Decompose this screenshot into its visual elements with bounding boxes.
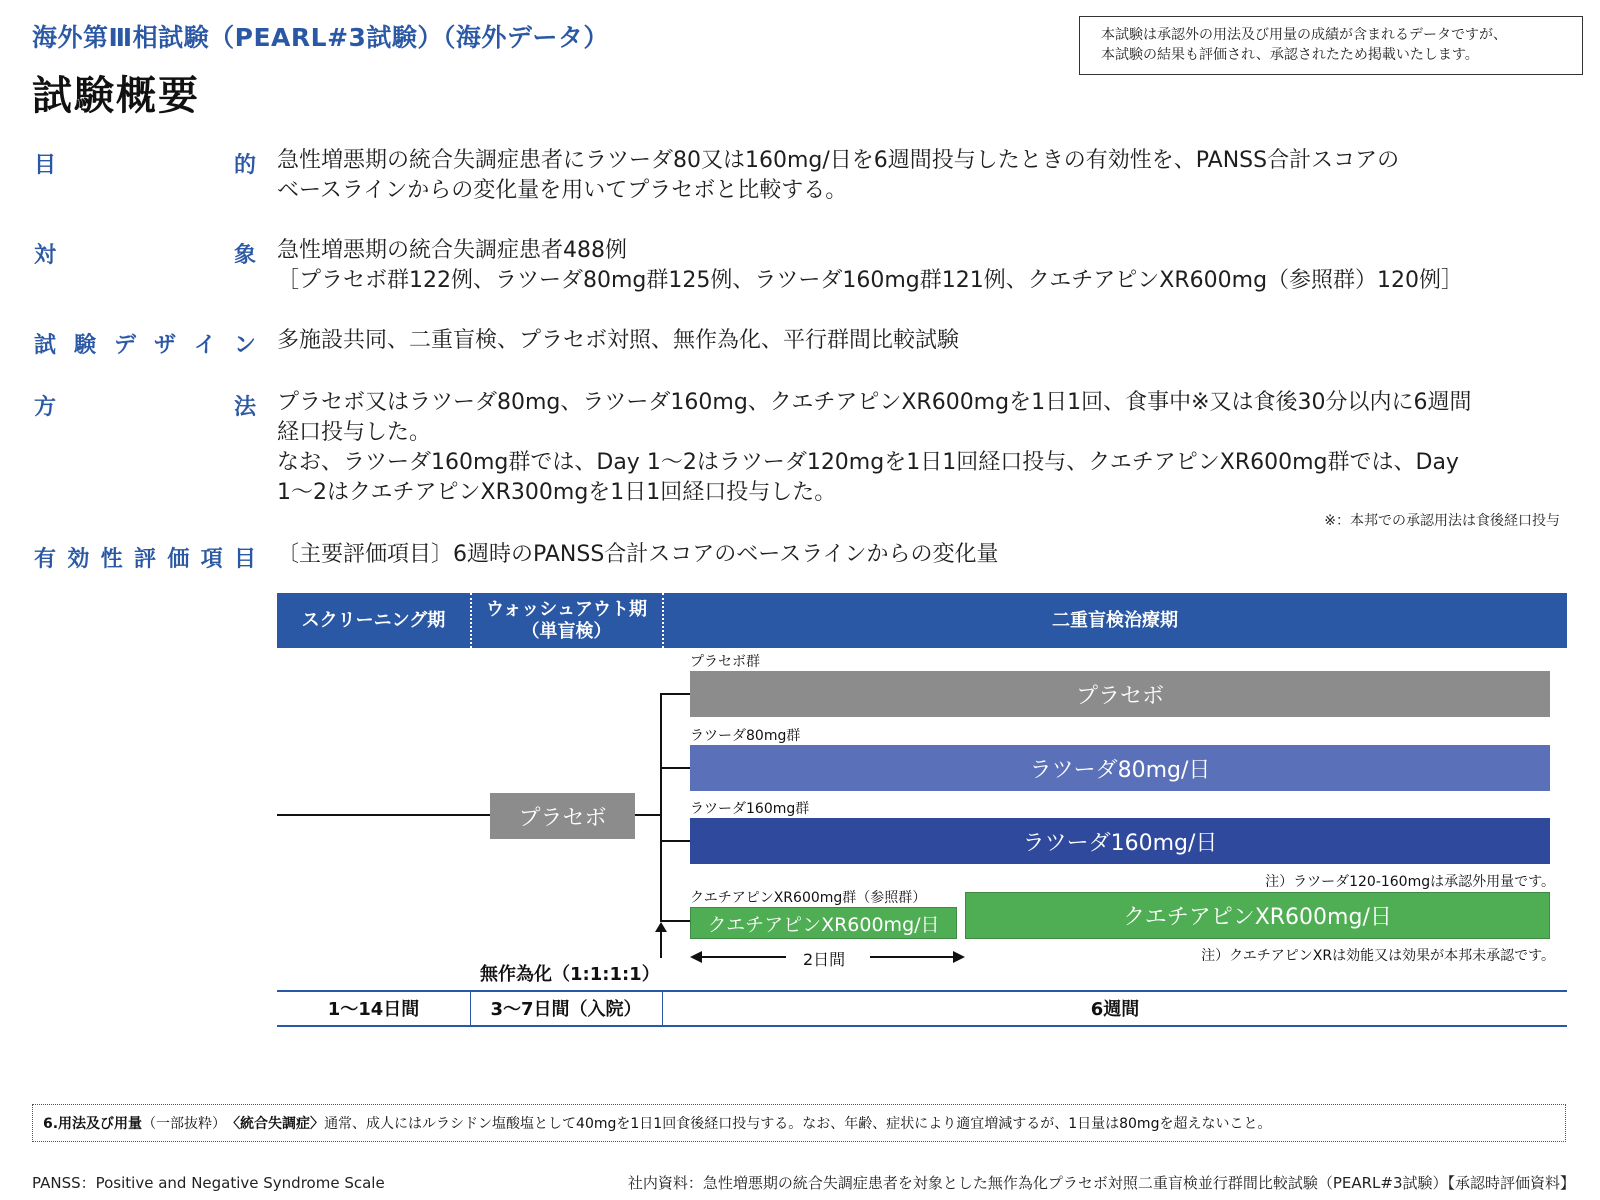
purpose-text bbox=[277, 146, 1577, 206]
label-char: デ bbox=[113, 333, 136, 358]
phase-washout bbox=[470, 593, 663, 648]
label-char: 験 bbox=[73, 333, 96, 358]
off-label-note: 注）ラツーダ120-160mgは承認外用量です。 bbox=[1265, 874, 1555, 890]
bar-quetiapine bbox=[965, 892, 1550, 939]
washout-placebo-label: プラセボ bbox=[518, 805, 607, 831]
design-label bbox=[34, 328, 256, 359]
phase-treatment bbox=[663, 593, 1567, 648]
bar-quetiapine-initial bbox=[690, 907, 957, 939]
phase-washout-sublabel: （単盲検） bbox=[521, 620, 612, 642]
unapproved-note: 注）クエチアピンXRは効能又は効果が本邦未承認です。 bbox=[1201, 948, 1555, 964]
design-text bbox=[277, 326, 1577, 356]
label-char: 的 bbox=[233, 153, 256, 178]
label-char: 項 bbox=[200, 547, 223, 572]
approval-notice bbox=[1079, 16, 1583, 75]
phase-screening-label: スクリーニング期 bbox=[301, 609, 446, 631]
notice-line-1: 本試験は承認外の用法及び用量の成績が含まれるデータですが、 bbox=[1101, 27, 1507, 43]
label-char: 象 bbox=[233, 243, 256, 268]
endpoint-label bbox=[34, 542, 256, 573]
text-line: なお、ラツーダ160mg群では、Day 1～2はラツーダ120mgを1日1回経口投与、クエチアピンXR600mg群では、Day bbox=[277, 450, 1459, 475]
label-char: イ bbox=[193, 333, 216, 358]
method-text bbox=[277, 388, 1577, 508]
duration-treatment bbox=[663, 992, 1567, 1024]
method-footnote: ※：本邦での承認用法は食後経口投与 bbox=[1324, 513, 1560, 529]
label-char: 目 bbox=[233, 547, 256, 572]
text-line: 経口投与した。 bbox=[277, 420, 432, 445]
flow-line bbox=[635, 814, 662, 816]
two-days-label: 2日間 bbox=[803, 950, 846, 969]
label-char: ン bbox=[233, 333, 256, 358]
phase-screening bbox=[277, 593, 470, 648]
label-char: 価 bbox=[167, 547, 190, 572]
label-char: 試 bbox=[34, 333, 57, 358]
notice-line-2: 本試験の結果も評価され、承認されたため掲載いたします。 bbox=[1101, 47, 1479, 63]
branch-line bbox=[660, 693, 662, 922]
endpoint-text bbox=[277, 540, 1577, 570]
duration-label: 1～14日間 bbox=[327, 999, 420, 1020]
duration-label: 3～7日間（入院） bbox=[490, 999, 642, 1020]
dosage-box bbox=[32, 1104, 1566, 1142]
label-char: 法 bbox=[233, 395, 256, 420]
dosage-excerpt: （一部抜粋） bbox=[142, 1116, 227, 1132]
bar-placebo bbox=[690, 671, 1550, 717]
group-label-lurasidone160: ラツーダ160mg群 bbox=[690, 801, 810, 817]
bar-label: ラツーダ80mg/日 bbox=[1029, 757, 1211, 783]
duration-label: 6週間 bbox=[1090, 999, 1140, 1020]
branch-line bbox=[660, 693, 690, 695]
bar-lurasidone80 bbox=[690, 745, 1550, 791]
label-char: 評 bbox=[133, 547, 156, 572]
dosage-indication: 〈統合失調症〉 bbox=[226, 1116, 325, 1132]
phase-divider bbox=[662, 593, 664, 648]
bar-label: クエチアピンXR600mg/日 bbox=[1123, 905, 1392, 930]
label-char: 効 bbox=[67, 547, 90, 572]
source-citation: 社内資料：急性増悪期の統合失調症患者を対象とした無作為化プラセボ対照二重盲検並行群間比較試験（PEARL#3試験）【承認時評価資料】 bbox=[627, 1174, 1575, 1192]
phase-washout-label: ウォッシュアウト期 bbox=[486, 598, 647, 620]
duration-rule-bottom bbox=[277, 1025, 1567, 1027]
flow-line bbox=[277, 814, 490, 816]
page-title: 試験概要 bbox=[32, 73, 200, 119]
purpose-label bbox=[34, 148, 256, 179]
group-label-placebo: プラセボ群 bbox=[690, 654, 760, 670]
dosage-heading: 6.用法及び用量 bbox=[43, 1116, 143, 1132]
bar-label: ラツーダ160mg/日 bbox=[1022, 830, 1218, 856]
phase-treatment-label: 二重盲検治療期 bbox=[1052, 609, 1178, 631]
group-label-quetiapine: クエチアピンXR600mg群（参照群） bbox=[690, 890, 927, 906]
phase-divider bbox=[470, 593, 472, 648]
text-line: 〔主要評価項目〕6週時のPANSS合計スコアのベースラインからの変化量 bbox=[277, 542, 999, 567]
bar-lurasidone160 bbox=[690, 818, 1550, 864]
branch-line bbox=[660, 767, 690, 769]
text-line: 急性増悪期の統合失調症患者488例 bbox=[277, 238, 627, 263]
text-line: ベースラインからの変化量を用いてプラセボと比較する。 bbox=[277, 178, 848, 203]
text-line: 急性増悪期の統合失調症患者にラツーダ80又は160mg/日を6週間投与したときの有効性を、PANSS合計スコアの bbox=[277, 148, 1400, 173]
label-char: 目 bbox=[34, 153, 57, 178]
label-char: 方 bbox=[34, 395, 57, 420]
dosage-text: 通常、成人にはルラシドン塩酸塩として40mgを1日1回食後経口投与する。なお、年齢、症状により適宜増減するが、1日量は80mgを超えないこと。 bbox=[324, 1116, 1272, 1132]
label-char: 性 bbox=[100, 547, 123, 572]
subjects-text bbox=[277, 236, 1577, 296]
washout-placebo-box bbox=[490, 793, 635, 839]
randomization-label: 無作為化（1:1:1:1） bbox=[480, 964, 660, 985]
bar-label: クエチアピンXR600mg/日 bbox=[707, 913, 940, 936]
section-heading: 海外第Ⅲ相試験（PEARL#3試験）（海外データ） bbox=[32, 23, 609, 52]
branch-line bbox=[660, 840, 690, 842]
label-char: 対 bbox=[34, 243, 57, 268]
text-line: ［プラセボ群122例、ラツーダ80mg群125例、ラツーダ160mg群121例、クエチアピンXR600mg（参照群）120例］ bbox=[277, 268, 1464, 293]
group-label-lurasidone80: ラツーダ80mg群 bbox=[690, 728, 801, 744]
panss-definition: PANSS：Positive and Negative Syndrome Scale bbox=[32, 1174, 385, 1192]
label-char: 有 bbox=[34, 547, 57, 572]
text-line: 1～2はクエチアピンXR300mgを1日1回経口投与した。 bbox=[277, 480, 837, 505]
duration-washout bbox=[470, 992, 662, 1024]
text-line: 多施設共同、二重盲検、プラセボ対照、無作為化、平行群間比較試験 bbox=[277, 328, 960, 353]
duration-screening bbox=[277, 992, 470, 1024]
subjects-label bbox=[34, 238, 256, 269]
label-char: ザ bbox=[153, 333, 176, 358]
randomization-arrow bbox=[653, 922, 669, 958]
text-line: プラセボ又はラツーダ80mg、ラツーダ160mg、クエチアピンXR600mgを1日1回、食事中※又は食後30分以内に6週間 bbox=[277, 390, 1472, 415]
method-label bbox=[34, 390, 256, 421]
bar-label: プラセボ bbox=[1075, 683, 1164, 709]
